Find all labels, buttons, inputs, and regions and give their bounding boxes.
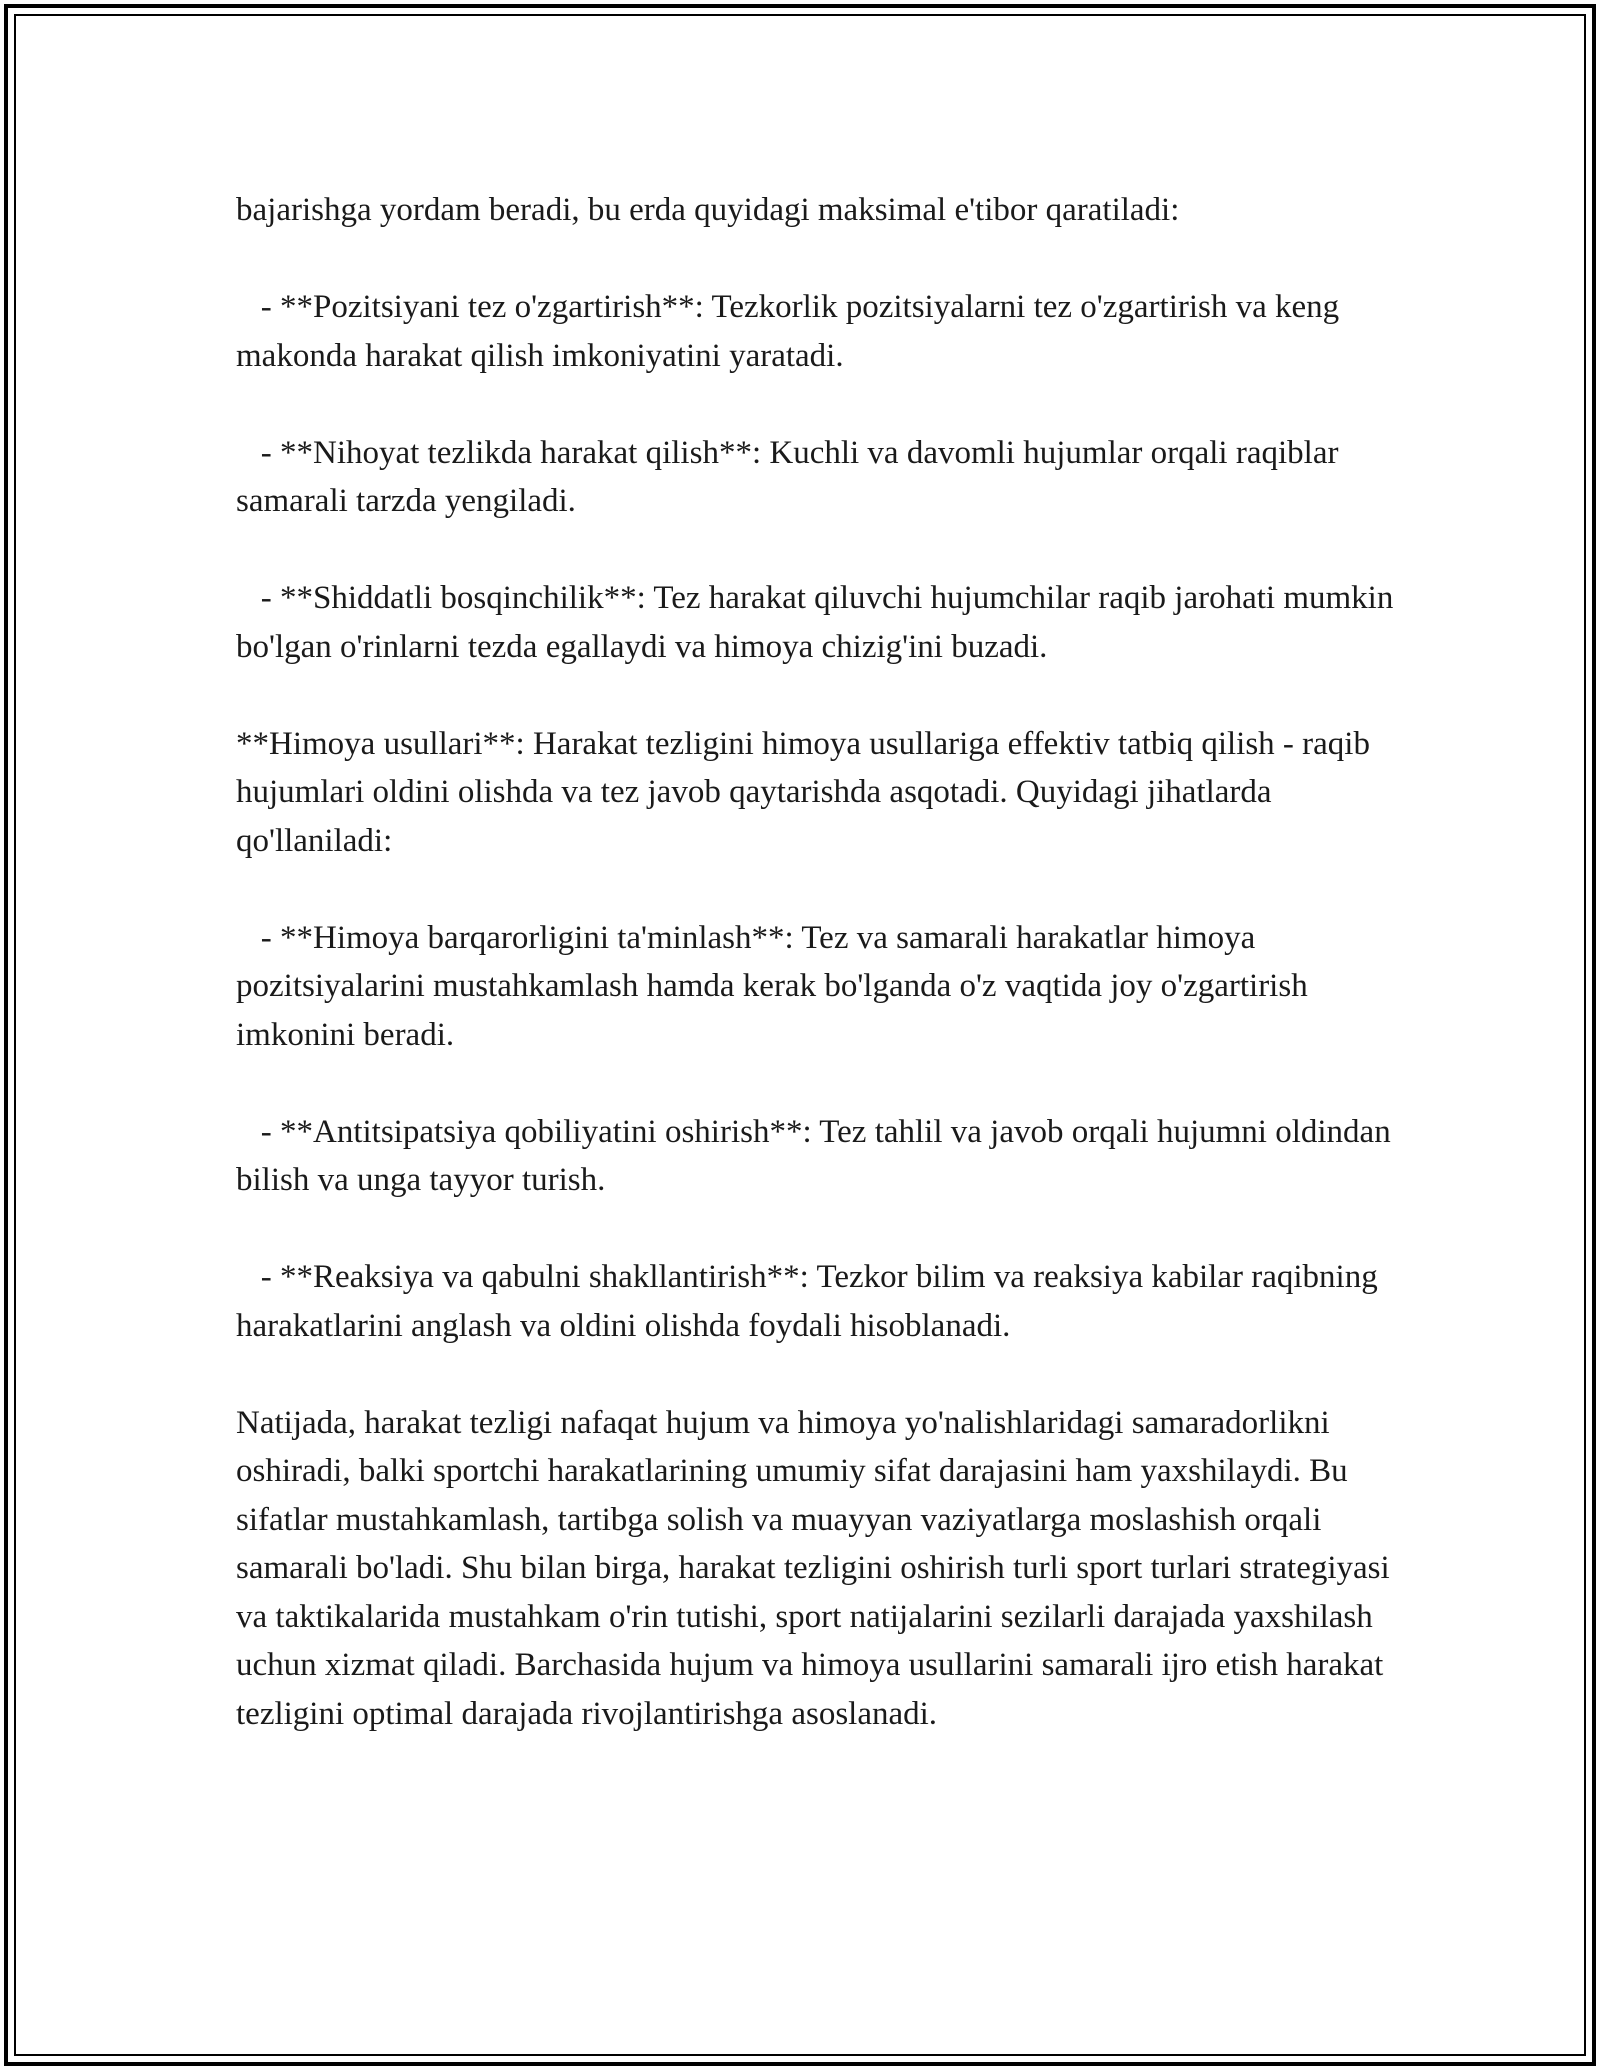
bullet-reaksiya: - **Reaksiya va qabulni shakllantirish**: Tezkor bilim va reaksiya kabilar raqibning harakatlarini anglash va oldini olishda foydali hisoblanadi.	[236, 1259, 1386, 1344]
bullet-nihoyat: - **Nihoyat tezlikda harakat qilish**: Kuchli va davomli hujumlar orqali raqiblar samarali tarzda yengiladi.	[236, 434, 1347, 519]
paragraph-intro: bajarishga yordam beradi, bu erda quyidagi maksimal e'tibor qaratiladi:	[236, 192, 1180, 228]
paragraph-himoya-usullari: **Himoya usullari**: Harakat tezligini himoya usullariga effektiv tatbiq qilish - raqib hujumlari oldini olishda va tez javob qaytarishda asqotadi. Quyidagi jihatlarda qo'llaniladi:	[236, 725, 1379, 859]
bullet-antitsipatsiya: - **Antitsipatsiya qobiliyatini oshirish**: Tez tahlil va javob orqali hujumni oldindan bilish va unga tayyor turish.	[236, 1113, 1399, 1198]
bullet-himoya-barqarorligi: - **Himoya barqarorligini ta'minlash**: Tez va samarali harakatlar himoya pozitsiyalarini mustahkamlash hamda kerak bo'lganda o'z vaqtida joy o'zgartirish imkonini beradi.	[236, 919, 1316, 1053]
paragraph-natijada: Natijada, harakat tezligi nafaqat hujum va himoya yo'nalishlaridagi samaradorlikni oshiradi, balki sportchi harakatlarining umumiy sifat darajasini ham yaxshilaydi. Bu sifatlar mustahkamlash, tartibga solish va muayyan vaziyatlarga moslashish orqali samarali bo'ladi. Shu bilan birga, harakat tezligini oshirish turli sport turlari strategiyasi va taktikalarida mustahkam o'rin tutishi, sport natijalarini sezilarli darajada yaxshilash uchun xizmat qiladi. Barchasida hujum va himoya usullarini samarali ijro etish harakat tezligini optimal darajada rivojlantirishga asoslanadi.	[236, 1404, 1398, 1732]
bullet-pozitsiyani: - **Pozitsiyani tez o'zgartirish**: Tezkorlik pozitsiyalarni tez o'zgartirish va keng makonda harakat qilish imkoniyatini yaratadi.	[236, 289, 1348, 374]
bullet-shiddatli: - **Shiddatli bosqinchilik**: Tez harakat qiluvchi hujumchilar raqib jarohati mumkin bo'lgan o'rinlarni tezda egallaydi va himoya chizig'ini buzadi.	[236, 580, 1402, 665]
document-body	[236, 186, 1402, 1738]
